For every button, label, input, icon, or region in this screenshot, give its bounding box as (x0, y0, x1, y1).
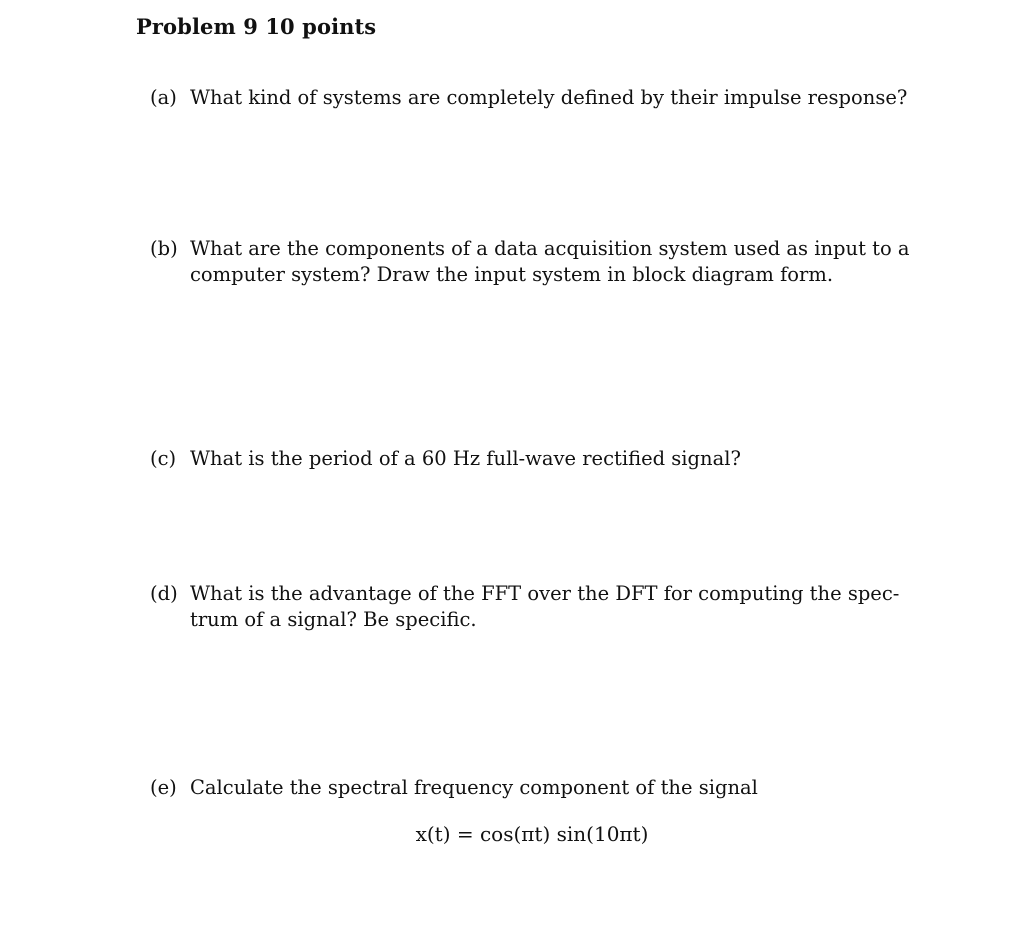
question-text-e (190, 775, 910, 801)
question-line: What is the period of a 60 Hz full-wave rectified signal? (190, 447, 741, 470)
question-part-e (150, 775, 910, 801)
problem-title: Problem 9 10 points (136, 14, 377, 39)
question-line: trum of a signal? Be specific. (190, 608, 477, 631)
question-line: What is the advantage of the FFT over the DFT for computing the spec- (190, 582, 900, 605)
part-label-b: (b) (150, 237, 178, 260)
question-line: Calculate the spectral frequency component of the signal (190, 776, 758, 799)
question-text-d (190, 581, 910, 633)
question-part-c (150, 446, 910, 472)
question-line: What kind of systems are completely defined by their impulse response? (190, 86, 908, 109)
question-line: What are the components of a data acquisition system used as input to a (190, 237, 910, 260)
question-part-b (150, 236, 910, 288)
question-text-a (190, 85, 910, 111)
part-label-a: (a) (150, 86, 177, 109)
part-label-d: (d) (150, 582, 178, 605)
question-text-b (190, 236, 910, 288)
question-text-c (190, 446, 910, 472)
signal-equation: x(t) = cos(πt) sin(10πt) (415, 822, 649, 846)
part-label-c: (c) (150, 447, 177, 470)
question-part-a (150, 85, 910, 111)
question-part-d (150, 581, 910, 633)
question-line: computer system? Draw the input system in block diagram form. (190, 263, 834, 286)
part-label-e: (e) (150, 776, 177, 799)
